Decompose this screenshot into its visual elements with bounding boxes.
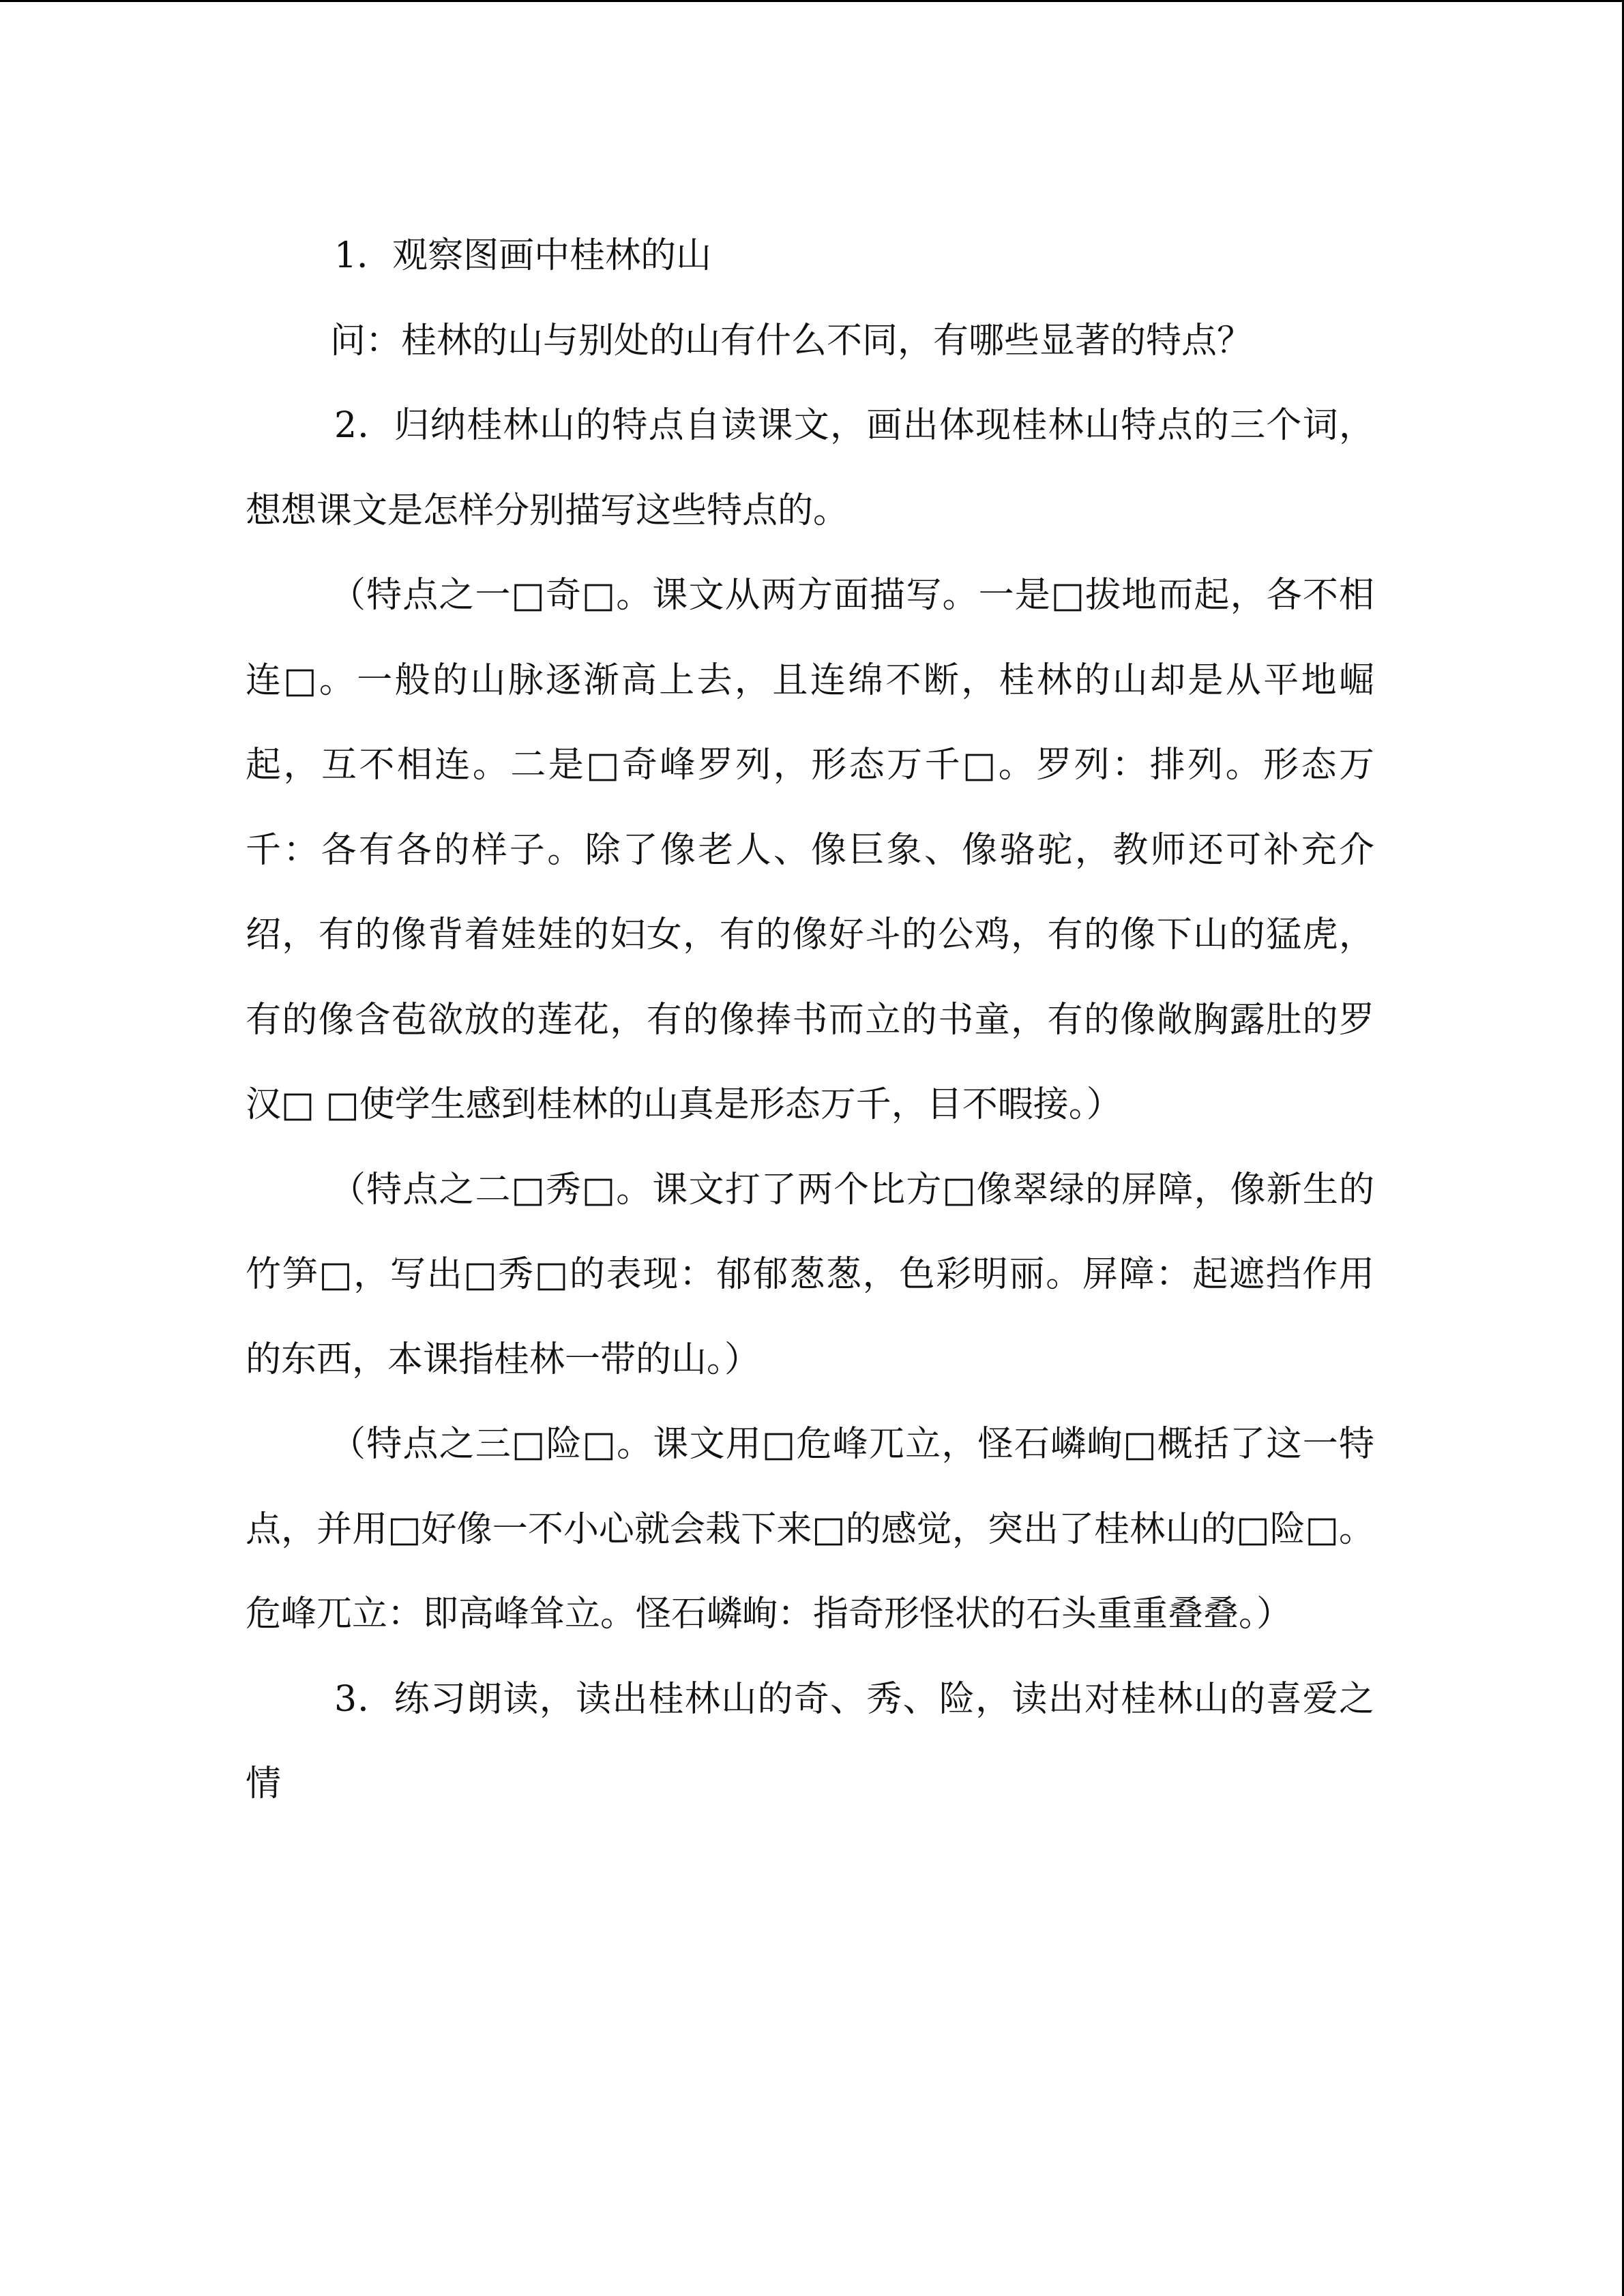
document-body xyxy=(246,213,1374,1827)
step-3-paragraph: 3．练习朗读，读出桂林山的奇、秀、险，读出对桂林山的喜爱之情 xyxy=(246,1678,1374,1804)
step-2-paragraph: 2．归纳桂林山的特点自读课文，画出体现桂林山特点的三个词，想想课文是怎样分别描写这些特点的。 xyxy=(246,405,1374,531)
feature-2-paragraph: （特点之二□秀□。课文打了两个比方□像翠绿的屏障，像新生的竹笋□，写出□秀□的表现：郁郁葱葱，色彩明丽。屏障：起遮挡作用的东西，本课指桂林一带的山。） xyxy=(246,1169,1374,1380)
feature-1-paragraph: （特点之一□奇□。课文从两方面描写。一是□拔地而起，各不相连□。一般的山脉逐渐高上去，且连绵不断，桂林的山却是从平地崛起，互不相连。二是□奇峰罗列，形态万千□。罗列：排列。形态万千：各有各的样子。除了像老人、像巨象、像骆驼，教师还可补充介绍，有的像背着娃娃的妇女，有的像好斗的公鸡，有的像下山的猛虎，有的像含苞欲放的莲花，有的像捧书而立的书童，有的像敞胸露肚的罗汉□ □使学生感到桂林的山真是形态万千，目不暇接。） xyxy=(246,575,1374,1125)
step-1-paragraph: 1．观察图画中桂林的山 xyxy=(334,235,712,276)
question-paragraph: 问：桂林的山与别处的山有什么不同，有哪些显著的特点？ xyxy=(330,320,1253,361)
feature-3-paragraph: （特点之三□险□。课文用□危峰兀立，怪石嶙峋□概括了这一特点，并用□好像一不小心就会栽下来□的感觉，突出了桂林山的□险□。危峰兀立：即高峰耸立。怪石嶙峋：指奇形怪状的石头重重叠叠。） xyxy=(246,1424,1374,1635)
